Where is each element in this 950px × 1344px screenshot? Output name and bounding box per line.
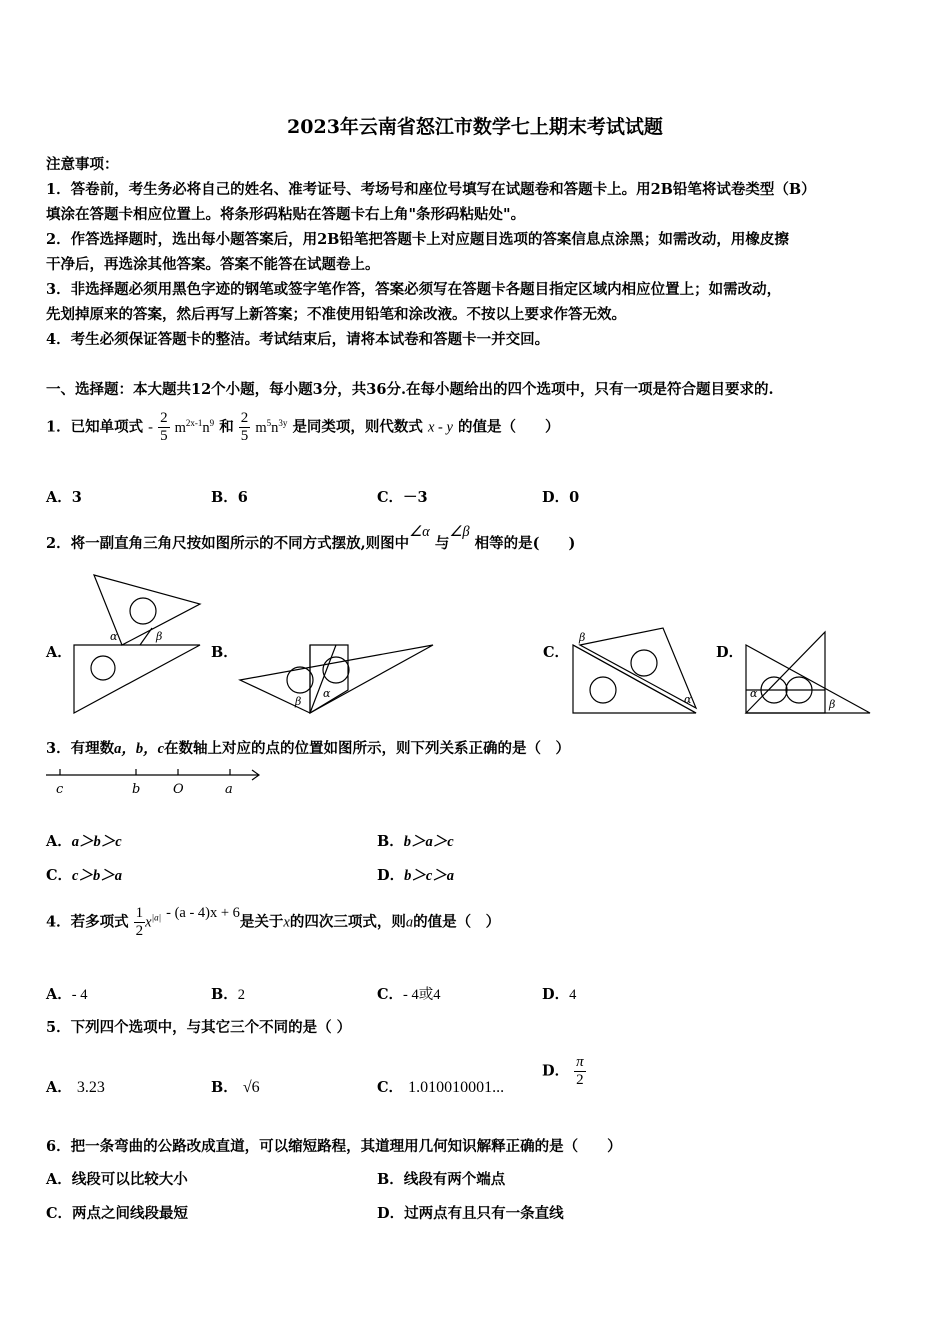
q1-fraction-2: $\frac{2}{5}$ <box>240 410 249 444</box>
q1-and: 和 <box>219 418 234 436</box>
q1-option-c[interactable]: C．－3 <box>377 489 428 506</box>
q1-prefix: 1．已知单项式 <box>46 418 144 436</box>
q5-option-b[interactable]: B． √6 <box>211 1079 260 1096</box>
q4-fraction: $\frac{1}{2}$ <box>135 905 144 939</box>
fig-c-alpha: α <box>684 693 692 706</box>
q1-monomial-1: $m^{2x-1}n^9$ <box>174 417 215 436</box>
fig-d-beta: β <box>829 698 836 711</box>
notice-line: 1．答卷前，考生务必将自己的姓名、准考证号、考场号和座位号填写在试题卷和答题卡上。用2B铅笔将试卷类型（B） <box>46 181 816 198</box>
axis-label-c: c <box>56 782 64 797</box>
fig-b-beta: β <box>295 695 302 708</box>
question-3: 3．有理数a，b，c在数轴上对应的点的位置如图所示，则下列关系正确的是（ ） <box>46 740 571 757</box>
q5-option-c[interactable]: C． 1.010010001... <box>377 1079 505 1096</box>
q2-option-c[interactable]: C． <box>543 644 570 661</box>
axis-label-o: O <box>173 782 184 797</box>
q4-option-c[interactable]: C．- 4或4 <box>377 986 441 1003</box>
q1-option-d[interactable]: D．0 <box>542 489 580 506</box>
q2-option-d[interactable]: D． <box>716 644 744 661</box>
q6-option-b[interactable]: B．线段有两个端点 <box>377 1171 506 1188</box>
figure-a <box>74 575 200 713</box>
figure-c <box>573 628 696 713</box>
q1-monomial-2: $m^5n^{3y}$ <box>255 417 288 436</box>
q5-option-a[interactable]: A． 3.23 <box>46 1079 105 1096</box>
section-header: 一、选择题：本大题共12个小题，每小题3分，共36分.在每小题给出的四个选项中，只有一项是符合题目要求的. <box>46 381 774 398</box>
q1-fraction-1: $\frac{2}{5}$ <box>160 410 168 444</box>
q4-option-d[interactable]: D．4 <box>542 986 577 1003</box>
figure-b <box>240 645 433 713</box>
q3-option-c[interactable]: C．c＞b＞a <box>46 867 122 884</box>
page-title: 2023年云南省怒江市数学七上期末考试试题 <box>287 116 663 138</box>
axis-label-b: b <box>132 782 141 797</box>
q5-option-d[interactable]: D． $\frac{\pi}{2}$ <box>542 1054 584 1088</box>
axis-label-a: a <box>225 782 233 797</box>
fig-d-alpha: α <box>750 687 758 700</box>
q4-option-b[interactable]: B．2 <box>211 986 246 1003</box>
q1-expr: x - y <box>428 419 453 436</box>
notice-heading: 注意事项： <box>46 156 119 173</box>
notice-line: 4．考生必须保证答题卡的整洁。考试结束后，请将本试卷和答题卡一并交回。 <box>46 331 550 348</box>
fig-b-alpha: α <box>323 687 331 700</box>
figure-d <box>746 632 870 713</box>
fig-a-alpha: α <box>110 630 118 643</box>
q5-pi-fraction: $\frac{\pi}{2}$ <box>576 1054 584 1088</box>
q1-minus: - <box>148 419 153 436</box>
number-line <box>46 769 259 797</box>
q6-option-c[interactable]: C．两点之间线段最短 <box>46 1205 189 1222</box>
q2-angle-beta: ∠β <box>449 524 470 540</box>
q2-angle-alpha: ∠α <box>409 524 430 540</box>
notice-line: 干净后，再选涂其他答案。答案不能答在试题卷上。 <box>46 256 380 273</box>
question-5: 5．下列四个选项中，与其它三个不同的是（ ） <box>46 1019 352 1036</box>
question-6: 6．把一条弯曲的公路改成直道，可以缩短路程，其道理用几何知识解释正确的是（ ） <box>46 1138 622 1155</box>
q1-end: 的值是（ ） <box>458 418 560 436</box>
notice-line: 3．非选择题必须用黑色字迹的钢笔或签字笔作答，答案必须写在答题卡各题目指定区域内相应位置上；如需改动， <box>46 281 782 298</box>
q2-option-a[interactable]: A． <box>46 644 72 661</box>
q1-suffix: 是同类项，则代数式 <box>292 418 423 436</box>
q4-option-a[interactable]: A．- 4 <box>46 986 88 1003</box>
q6-option-d[interactable]: D．过两点有且只有一条直线 <box>377 1205 564 1222</box>
q6-option-a[interactable]: A．线段可以比较大小 <box>46 1171 188 1188</box>
notice-line: 填涂在答题卡相应位置上。将条形码粘贴在答题卡右上角"条形码粘贴处"。 <box>46 206 526 223</box>
fig-c-beta: β <box>579 631 586 644</box>
q3-option-b[interactable]: B．b＞a＞c <box>377 833 454 850</box>
question-4: 4．若多项式 $\frac{1}{2}$ $x^{|a|} - (a - 4)x + 6$是关于x的四次三项式，则a的值是（ ） <box>46 904 501 939</box>
q3-option-d[interactable]: D．b＞c＞a <box>377 867 455 884</box>
q1-option-a[interactable]: A．3 <box>46 489 82 506</box>
q2-option-b[interactable]: B． <box>211 644 238 661</box>
fig-a-beta: β <box>156 630 163 643</box>
notice-line: 2．作答选择题时，选出每小题答案后，用2B铅笔把答题卡上对应题目选项的答案信息点涂黑；如需改动，用橡皮擦 <box>46 231 789 248</box>
q3-option-a[interactable]: A．a＞b＞c <box>46 833 122 850</box>
question-2: 2．将一副直角三角尺按如图所示的不同方式摆放,则图中∠α 与∠β 相等的是( ) <box>46 524 576 552</box>
notice-line: 先划掉原来的答案，然后再写上新答案；不准使用铅笔和涂改液。不按以上要求作答无效。 <box>46 306 626 323</box>
q1-option-b[interactable]: B．6 <box>211 489 248 506</box>
